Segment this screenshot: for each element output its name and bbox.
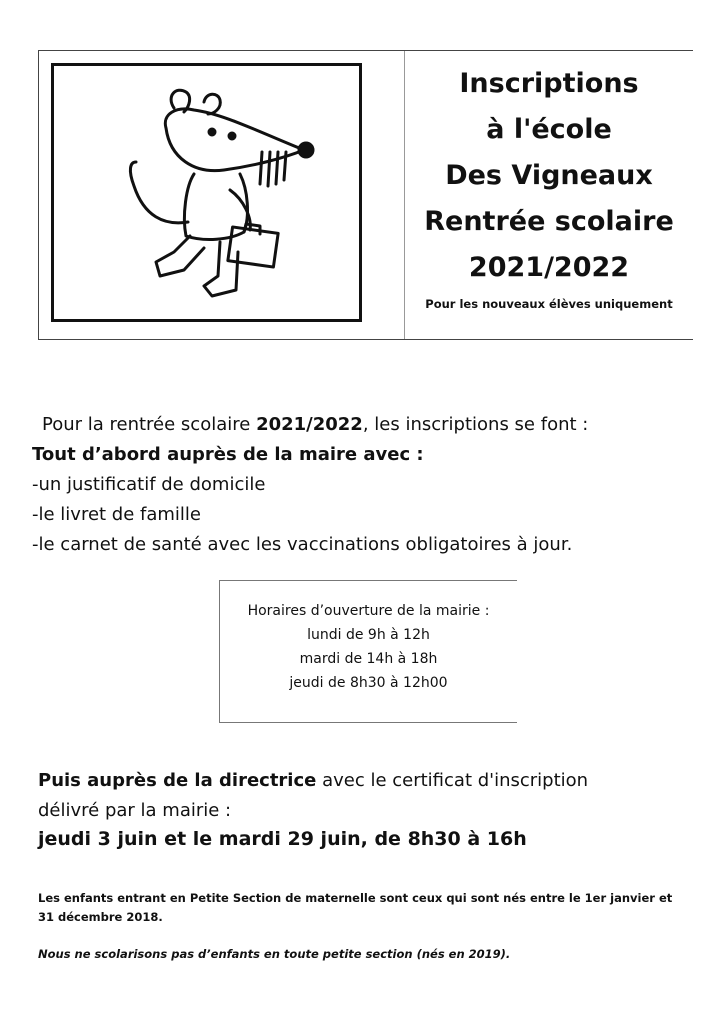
hours-line: mardi de 14h à 18h — [299, 651, 438, 667]
directrice-line-1 — [38, 766, 708, 796]
directrice-dates: jeudi 3 juin et le mardi 29 juin, de 8h30 à 16h — [38, 828, 527, 850]
intro-year: 2021/2022 — [256, 414, 363, 435]
intro-line-1 — [32, 410, 702, 440]
header-box — [38, 50, 693, 340]
directrice-rest: avec le certificat d'inscription — [316, 770, 589, 791]
subtitle: Pour les nouveaux élèves uniquement — [425, 297, 673, 311]
document-item: -un justificatif de domicile — [32, 474, 266, 495]
title-block — [404, 61, 694, 311]
title-line: à l'école — [486, 114, 612, 145]
document-item: -le livret de famille — [32, 504, 202, 525]
hours-line: lundi de 9h à 12h — [307, 627, 430, 643]
hours-line: jeudi de 8h30 à 12h00 — [289, 675, 448, 691]
directrice-bold: Puis auprès de la directrice — [38, 770, 317, 791]
intro-section — [32, 410, 702, 560]
mairie-hours-box — [219, 580, 517, 723]
document-item: -le carnet de santé avec les vaccinations obligatoires à jour. — [32, 534, 573, 555]
title-line: Inscriptions — [459, 68, 639, 99]
toute-petite-section-note: Nous ne scolarisons pas d’enfants en toute petite section (nés en 2019). — [38, 947, 511, 961]
intro-prefix: Pour la rentrée scolaire — [42, 414, 257, 435]
directrice-line-2: délivré par la mairie : — [38, 800, 232, 821]
intro-suffix: , les inscriptions se font : — [362, 414, 589, 435]
hours-title: Horaires d’ouverture de la mairie : — [247, 603, 490, 619]
title-line: 2021/2022 — [468, 252, 630, 283]
mouse-illustration-frame — [51, 63, 362, 322]
mouse-with-briefcase-icon — [54, 66, 359, 319]
intro-line-2: Tout d’abord auprès de la maire avec : — [32, 444, 424, 465]
title-line: Rentrée scolaire — [424, 206, 674, 237]
petite-section-note: Les enfants entrant en Petite Section de maternelle sont ceux qui sont nés entre le 1er janvier et 31 décembre 2018. — [38, 891, 673, 924]
directrice-section — [38, 766, 708, 826]
title-line: Des Vigneaux — [445, 160, 653, 191]
